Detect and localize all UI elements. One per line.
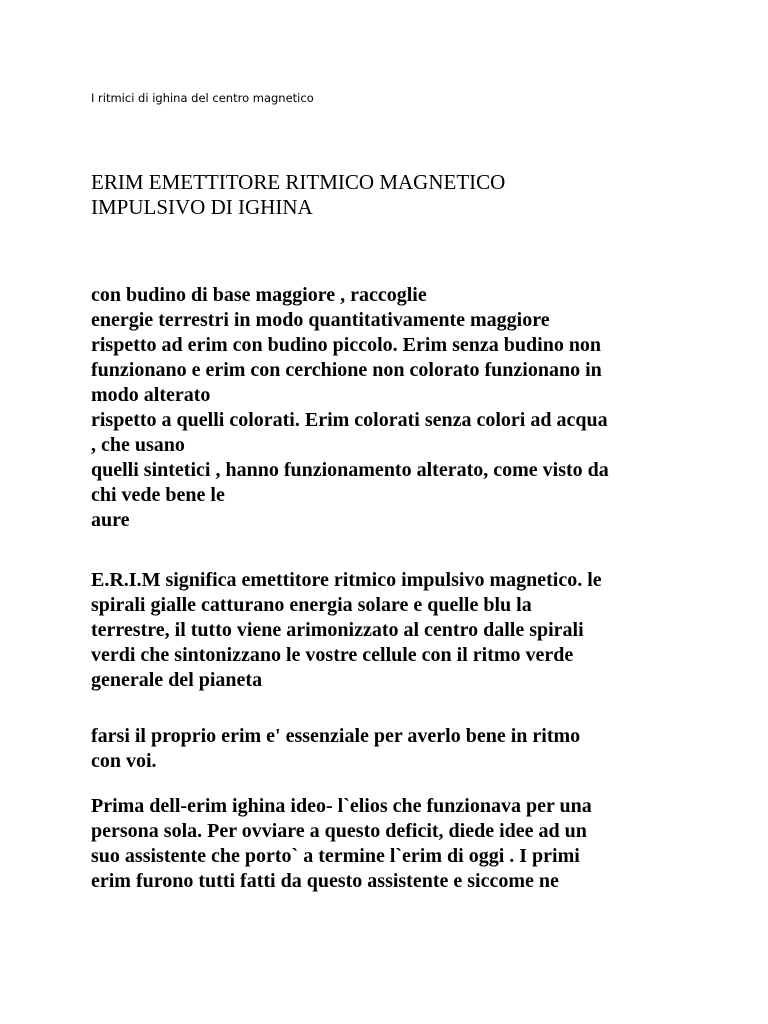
paragraph-2 <box>91 568 731 693</box>
paragraph-3 <box>91 724 731 774</box>
text-line: farsi il proprio erim e' essenziale per averlo bene in ritmo <box>91 725 581 747</box>
text-line: chi vede bene le <box>91 484 225 506</box>
text-line: terrestre, il tutto viene arimonizzato al centro dalle spirali <box>91 619 584 641</box>
text-line: E.R.I.M significa emettitore ritmico impulsivo magnetico. le <box>91 569 602 591</box>
text-line: , che usano <box>91 434 185 456</box>
text-line: quelli sintetici , hanno funzionamento alterato, come visto da <box>91 459 609 481</box>
text-line: rispetto a quelli colorati. Erim colorati senza colori ad acqua <box>91 409 608 431</box>
text-line: con budino di base maggiore , raccoglie <box>91 284 427 306</box>
text-line: Prima dell-erim ighina ideo- l`elios che funzionava per una <box>91 795 592 817</box>
text-line: energie terrestri in modo quantitativamente maggiore <box>91 309 550 331</box>
text-line: suo assistente che porto` a termine l`erim di oggi . I primi <box>91 845 580 867</box>
document-header: I ritmici di ighina del centro magnetico <box>91 91 314 105</box>
text-line: persona sola. Per ovviare a questo deficit, diede idee ad un <box>91 820 587 842</box>
text-line: funzionano e erim con cerchione non colorato funzionano in <box>91 359 602 381</box>
text-line: verdi che sintonizzano le vostre cellule con il ritmo verde <box>91 644 574 666</box>
text-line: spirali gialle catturano energia solare e quelle blu la <box>91 594 532 616</box>
paragraph-1 <box>91 283 731 533</box>
text-line: erim furono tutti fatti da questo assistente e siccome ne <box>91 870 559 892</box>
text-line: modo alterato <box>91 384 211 406</box>
paragraph-4 <box>91 794 731 894</box>
text-line: aure <box>91 509 130 531</box>
text-line: generale del pianeta <box>91 669 263 691</box>
document-title <box>91 170 711 220</box>
text-line: con voi. <box>91 750 157 772</box>
title-line: ERIM EMETTITORE RITMICO MAGNETICO <box>91 170 506 194</box>
text-line: rispetto ad erim con budino piccolo. Erim senza budino non <box>91 334 602 356</box>
title-line: IMPULSIVO DI IGHINA <box>91 195 313 219</box>
